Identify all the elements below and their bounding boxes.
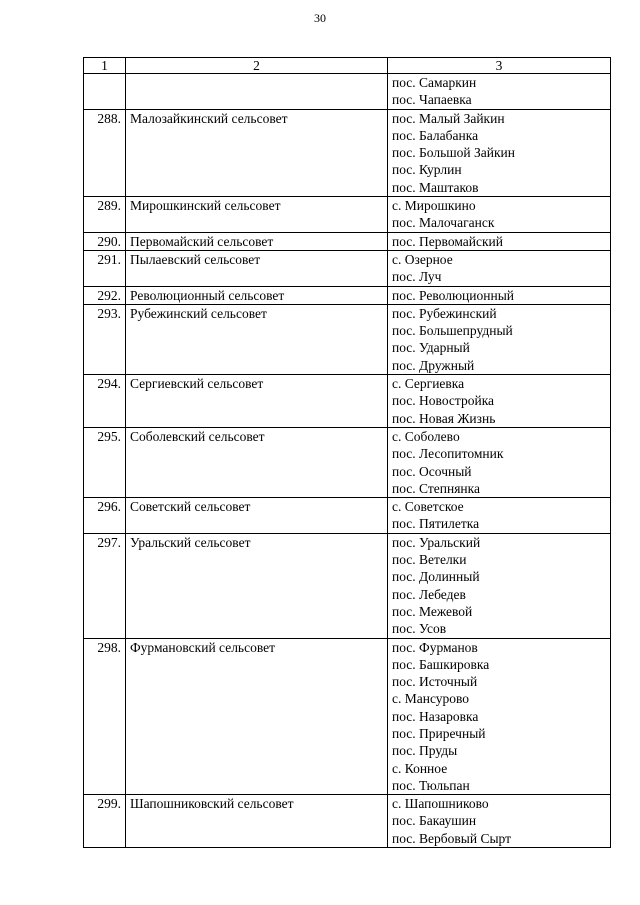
settlement-name: с. Советское — [392, 499, 464, 515]
council-name: Уральский сельсовет — [126, 533, 388, 638]
council-name: Пылаевский сельсовет — [126, 250, 388, 286]
council-name: Соболевский сельсовет — [126, 427, 388, 497]
council-name: Малозайкинский сельсовет — [126, 109, 388, 196]
settlement-name: пос. Уральский — [392, 534, 481, 550]
table-row — [84, 74, 611, 110]
settlement-name: пос. Тюльпан — [392, 777, 470, 793]
row-number: 289. — [84, 197, 126, 233]
settlements-table — [83, 57, 611, 848]
column-header-1: 1 — [84, 58, 126, 74]
settlement-name: пос. Самаркин — [392, 75, 477, 90]
table-row — [84, 638, 611, 795]
council-name: Советский сельсовет — [126, 498, 388, 534]
settlements-cell — [388, 795, 611, 848]
table-row — [84, 533, 611, 638]
settlement-name: пос. Межевой — [392, 603, 473, 619]
settlements-cell — [388, 197, 611, 233]
settlement-name: пос. Рубежинский — [392, 305, 497, 321]
row-number: 292. — [84, 286, 126, 304]
settlements-cell — [388, 427, 611, 497]
settlements-cell — [388, 74, 611, 110]
council-name: Шапошниковский сельсовет — [126, 795, 388, 848]
row-number: 298. — [84, 638, 126, 795]
table-row — [84, 498, 611, 534]
settlement-name: пос. Малочаганск — [392, 215, 495, 231]
settlements-cell — [388, 250, 611, 286]
settlement-name: пос. Источный — [392, 674, 478, 690]
row-number: 291. — [84, 250, 126, 286]
settlement-name: пос. Усов — [392, 621, 447, 637]
settlement-name: пос. Пятилетка — [392, 516, 480, 532]
settlement-name: пос. Долинный — [392, 569, 480, 585]
settlement-name: пос. Маштаков — [392, 179, 479, 195]
council-name: Первомайский сельсовет — [126, 232, 388, 250]
council-name: Сергиевский сельсовет — [126, 375, 388, 428]
settlement-name: пос. Назаровка — [392, 708, 479, 724]
settlement-name: пос. Революционный — [392, 287, 514, 303]
settlement-name: пос. Вербовый Сырт — [392, 830, 512, 846]
settlements-cell — [388, 304, 611, 374]
settlement-name: пос. Степнянка — [392, 480, 481, 496]
settlement-name: с. Шапошниково — [392, 796, 489, 812]
table-row — [84, 427, 611, 497]
settlement-name: пос. Башкировка — [392, 656, 490, 672]
settlement-name: пос. Новостройка — [392, 393, 495, 409]
table-body — [84, 58, 611, 848]
row-number: 294. — [84, 375, 126, 428]
row-number: 297. — [84, 533, 126, 638]
table-row — [84, 304, 611, 374]
settlement-name: пос. Пруды — [392, 743, 458, 759]
settlement-name: пос. Балабанка — [392, 127, 479, 143]
row-number: 293. — [84, 304, 126, 374]
settlement-name: пос. Осочный — [392, 463, 472, 479]
row-number: 296. — [84, 498, 126, 534]
row-number — [84, 74, 126, 110]
row-number: 295. — [84, 427, 126, 497]
settlement-name: пос. Приречный — [392, 725, 486, 741]
settlement-name: с. Мирошкино — [392, 198, 476, 214]
settlement-name: пос. Чапаевка — [392, 92, 472, 108]
row-number: 288. — [84, 109, 126, 196]
settlement-name: пос. Фурманов — [392, 639, 478, 655]
settlement-name: пос. Луч — [392, 269, 442, 285]
settlement-name: пос. Бакаушин — [392, 813, 477, 829]
table-row — [84, 232, 611, 250]
settlement-name: с. Мансурово — [392, 691, 470, 707]
column-header-2: 2 — [126, 58, 388, 74]
table-header-row — [84, 58, 611, 74]
settlement-name: пос. Лесопитомник — [392, 446, 504, 462]
settlements-cell — [388, 286, 611, 304]
table-row — [84, 286, 611, 304]
council-name: Революционный сельсовет — [126, 286, 388, 304]
table-row — [84, 109, 611, 196]
table-row — [84, 197, 611, 233]
settlement-name: пос. Большепрудный — [392, 323, 513, 339]
row-number: 299. — [84, 795, 126, 848]
settlements-cell — [388, 533, 611, 638]
column-header-3: 3 — [388, 58, 611, 74]
settlement-name: пос. Новая Жизнь — [392, 410, 496, 426]
council-name — [126, 74, 388, 110]
council-name: Рубежинский сельсовет — [126, 304, 388, 374]
settlement-name: пос. Дружный — [392, 357, 475, 373]
table-row — [84, 375, 611, 428]
table-row — [84, 250, 611, 286]
settlements-cell — [388, 638, 611, 795]
settlements-cell — [388, 232, 611, 250]
settlement-name: пос. Курлин — [392, 162, 462, 178]
row-number: 290. — [84, 232, 126, 250]
settlements-cell — [388, 498, 611, 534]
settlement-name: с. Озерное — [392, 251, 453, 267]
settlement-name: пос. Лебедев — [392, 586, 466, 602]
page-number: 30 — [314, 11, 326, 25]
settlement-name: пос. Малый Зайкин — [392, 110, 505, 126]
settlement-name: с. Сергиевка — [392, 376, 465, 392]
council-name: Мирошкинский сельсовет — [126, 197, 388, 233]
settlements-cell — [388, 109, 611, 196]
settlement-name: пос. Ударный — [392, 340, 470, 356]
settlements-cell — [388, 375, 611, 428]
table-row — [84, 795, 611, 848]
settlement-name: пос. Большой Зайкин — [392, 145, 516, 161]
settlement-name: с. Соболево — [392, 428, 460, 444]
settlement-name: пос. Ветелки — [392, 552, 467, 568]
council-name: Фурмановский сельсовет — [126, 638, 388, 795]
settlement-name: пос. Первомайский — [392, 233, 503, 249]
settlement-name: с. Конное — [392, 760, 448, 776]
